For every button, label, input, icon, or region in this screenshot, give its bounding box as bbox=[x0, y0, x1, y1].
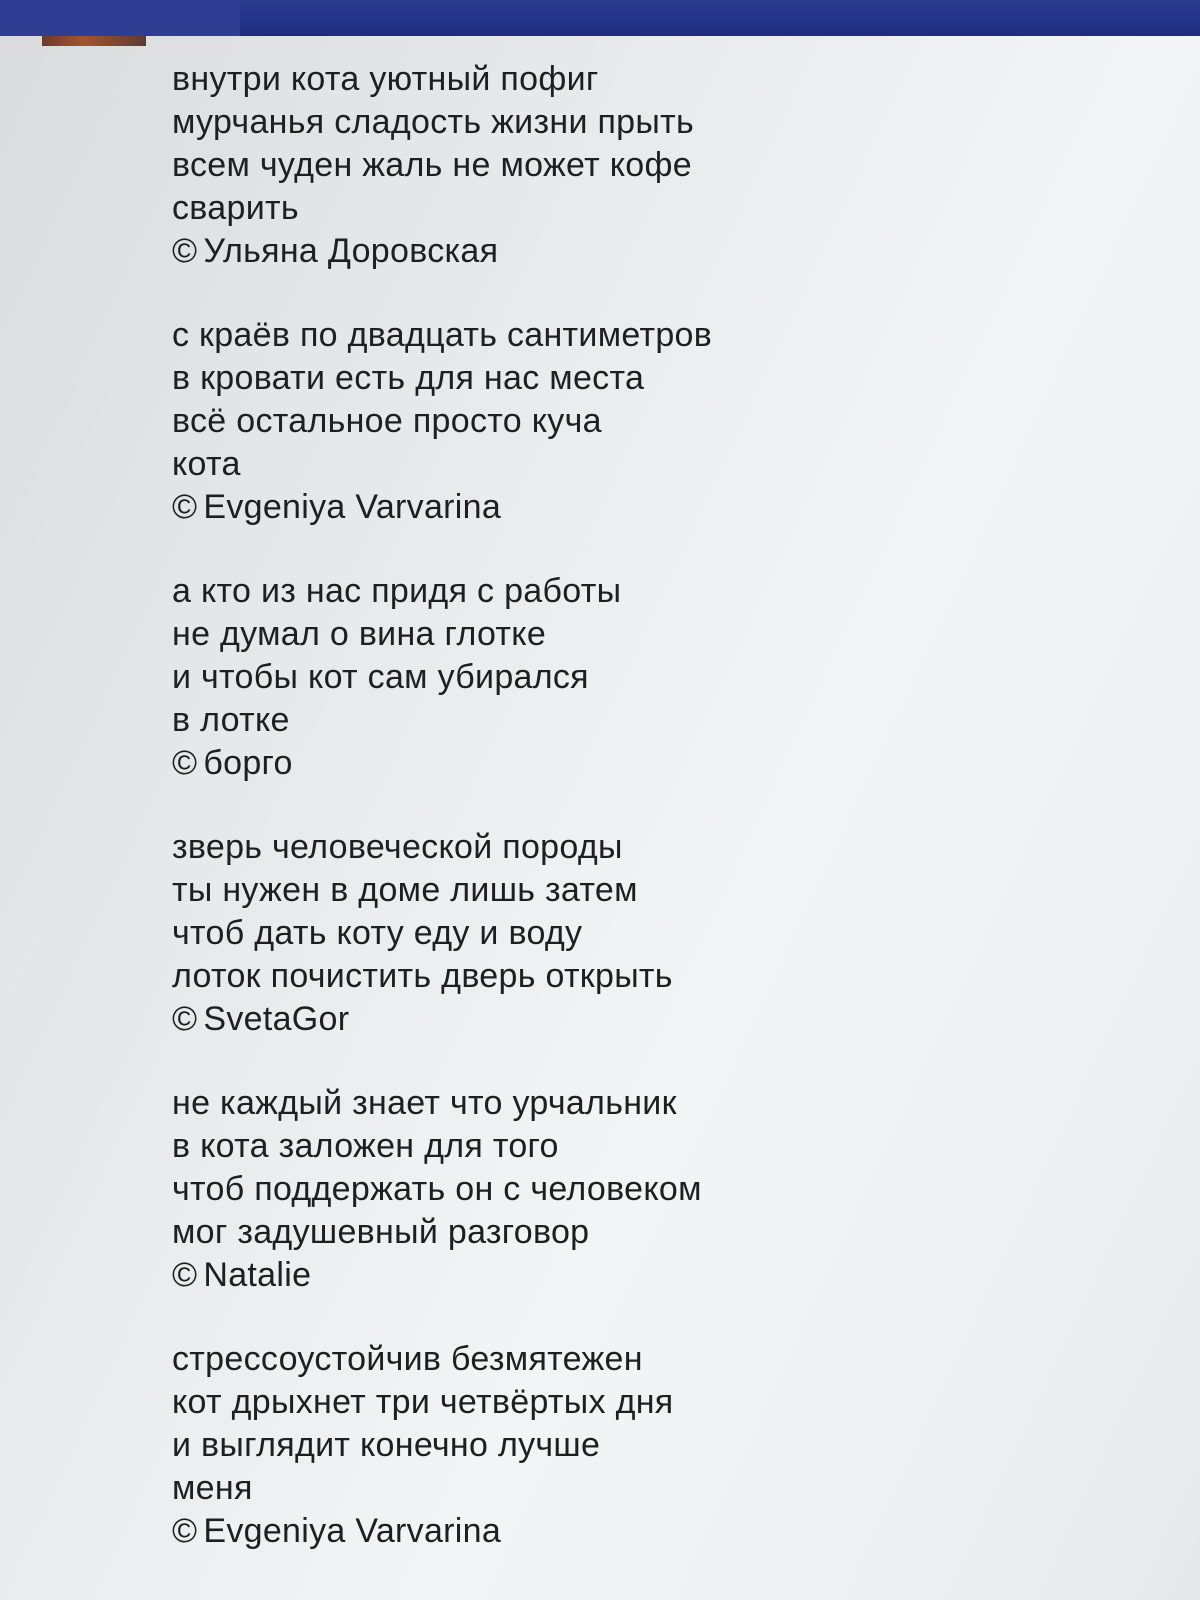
stanza bbox=[172, 570, 932, 785]
copyright-icon: © bbox=[172, 232, 198, 270]
author-credit bbox=[172, 486, 932, 529]
author-name: Evgeniya Varvarina bbox=[203, 1512, 502, 1550]
author-credit bbox=[172, 1510, 932, 1553]
poem-line: кот дрыхнет три четвёртых дня bbox=[172, 1383, 674, 1421]
stanza bbox=[172, 826, 932, 1041]
poem-line: ты нужен в доме лишь затем bbox=[172, 871, 638, 909]
avatar-image-edge bbox=[42, 36, 146, 46]
poem-line: в кота заложен для того bbox=[172, 1127, 559, 1165]
stanza bbox=[172, 314, 932, 529]
poem-line: и чтобы кот сам убирался bbox=[172, 658, 589, 696]
poem-line: кота bbox=[172, 445, 241, 483]
poem-line: не каждый знает что урчальник bbox=[172, 1084, 677, 1122]
author-name: Evgeniya Varvarina bbox=[203, 488, 502, 526]
author-name: SvetaGor bbox=[203, 1000, 350, 1038]
poem-line: мурчанья сладость жизни прыть bbox=[172, 103, 695, 141]
copyright-icon: © bbox=[172, 1256, 198, 1294]
top-bar-tab bbox=[0, 0, 240, 36]
author-name: Ульяна Доровская bbox=[203, 232, 499, 270]
poem-line: всем чуден жаль не может кофе bbox=[172, 146, 692, 184]
author-name: Natalie bbox=[203, 1256, 312, 1294]
stanza bbox=[172, 58, 932, 273]
poem-line: меня bbox=[172, 1469, 253, 1507]
poem-line: чтоб дать коту еду и воду bbox=[172, 914, 583, 952]
copyright-icon: © bbox=[172, 744, 198, 782]
poem-line: в лотке bbox=[172, 701, 290, 739]
author-credit bbox=[172, 742, 932, 785]
poem-line: стрессоустойчив безмятежен bbox=[172, 1340, 643, 1378]
poem-line: сварить bbox=[172, 189, 299, 227]
poem-line: всё остальное просто куча bbox=[172, 402, 602, 440]
copyright-icon: © bbox=[172, 1512, 198, 1550]
poem-line: и выглядит конечно лучше bbox=[172, 1426, 601, 1464]
author-name: борго bbox=[203, 744, 293, 782]
poem-line: в кровати есть для нас места bbox=[172, 359, 645, 397]
poem-line: чтоб поддержать он с человеком bbox=[172, 1170, 702, 1208]
copyright-icon: © bbox=[172, 488, 198, 526]
copyright-icon: © bbox=[172, 1000, 198, 1038]
stanza bbox=[172, 1338, 932, 1553]
poem-line: не думал о вина глотке bbox=[172, 615, 547, 653]
poem-list bbox=[172, 58, 932, 1594]
poem-line: а кто из нас придя с работы bbox=[172, 572, 622, 610]
poem-line: мог задушевный разговор bbox=[172, 1213, 590, 1251]
top-bar bbox=[0, 0, 1200, 36]
poem-line: зверь человеческой породы bbox=[172, 828, 623, 866]
author-credit bbox=[172, 998, 932, 1041]
poem-line: с краёв по двадцать сантиметров bbox=[172, 316, 713, 354]
poem-line: лоток почистить дверь открыть bbox=[172, 957, 673, 995]
author-credit bbox=[172, 1254, 932, 1297]
author-credit bbox=[172, 230, 932, 273]
stanza bbox=[172, 1082, 932, 1297]
poem-line: внутри кота уютный пофиг bbox=[172, 60, 599, 98]
